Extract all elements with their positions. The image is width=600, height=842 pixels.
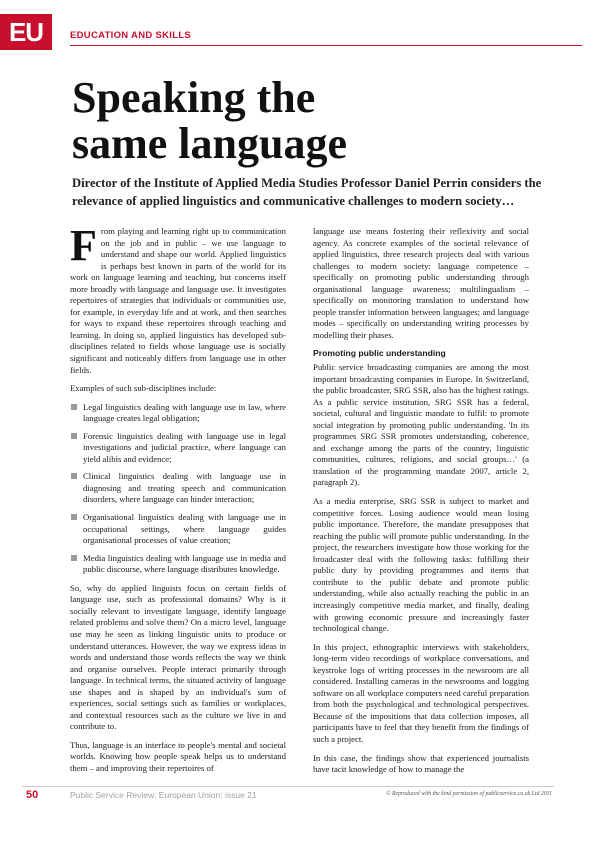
list-item: [70, 402, 286, 425]
body-paragraph: Public service broadcasting companies are among the most important broadcasting companies in Europe. In Switzerland, the public broadcaster, SRG SSR, also has the highest ratings. As a public service institution, SRG SSR has a federal, societal, cultural and linguistic mandate to fulfil: to promote social integration by promoting public understanding. 'In its programmes SRG SSR promotes understanding, coherence, and exchange among the parts of the country, linguistic communities, cultures, religions, and social groups…' (a translation of the programming mandate 2007, article 2, paragraph 2).: [313, 362, 529, 488]
bullet-square-icon: [71, 404, 77, 410]
intro-text: rom playing and learning right up to communication on the job and in public – we use language to understand and shape our world. Applied linguistics is perhaps best known in parts of the world for its work on language learning and teaching, but concerns itself more broadly with language and language use. It investigates repertoires of strategies that individuals or communities use, for example, in everyday life and at work, and then searches for ways to expand these repertoires through teaching and learning. In doing so, applied linguistics has developed sub-disciplines related to fields whose language use is socially significant and noticeably differs from language use in other fields.: [70, 226, 286, 375]
list-item: [70, 471, 286, 506]
body-paragraph: In this case, the findings show that experienced journalists have tacit knowledge of how to manage the: [313, 752, 529, 775]
eu-badge: EU: [0, 14, 52, 50]
list-item: [70, 512, 286, 547]
section-label: EDUCATION AND SKILLS: [70, 30, 192, 41]
standfirst: Director of the Institute of Applied Media Studies Professor Daniel Perrin considers the relevance of applied linguistics and communicative challenges to modern society…: [72, 176, 542, 208]
list-item-text: Forensic linguistics dealing with language use in legal investigations and judicial practice, where language can yield alibis and evidence;: [83, 430, 286, 464]
body-paragraph: As a media enterprise, SRG SSR is subject to market and competitive forces. Losing audience would mean losing public importance. Therefore, the mandate presupposes that reaching the public will promote public understanding. In the project, the researchers investigate how those working for the broadcaster deal with the following tasks: fulfilling their public duty by providing programmes and items that contribute to the public debate and promote public understanding, while also actually reaching the public in an increasingly competitive media market, and finally, dealing with growing economic pressure and increasingly faster technological change.: [313, 496, 529, 634]
drop-cap: F: [70, 221, 97, 270]
body-paragraph: language use means fostering their reflexivity and social agency. As concrete examples of the societal relevance of applied linguistics, three research projects deal with various challenges to modern society: language competence – specifically on promoting public understanding through organisational language awareness; multilingualism – specifically on monitoring translation to understand how people transfer information between languages; and language modes – specifically on understanding writing processes by modelling their phases.: [313, 226, 529, 340]
title-line-1: Speaking the: [72, 73, 316, 122]
right-column: [313, 226, 529, 783]
examples-intro: Examples of such sub-disciplines include:: [70, 383, 217, 394]
list-item-text: Media linguistics dealing with language use in media and public discourse, where language distributes knowledge.: [83, 552, 286, 575]
header-rule: [70, 45, 582, 46]
intro-paragraph: [70, 221, 286, 376]
sub-discipline-list: [70, 402, 286, 576]
subheading: Promoting public understanding: [313, 348, 446, 359]
list-item-text: Clinical linguistics dealing with language use in diagnosing and treating speech and communication disorders, where language can hinder interaction;: [83, 471, 286, 505]
body-paragraph: So, why do applied linguists focus on certain fields of language use, such as professional domains? Why is it socially relevant to investigate language, identify language related problems and solve them? On a micro level, language use may be seen as linking linguistic units to produce or understand utterances. However, the way we express ideas in words and understand those words reflects the way we think and organise ourselves. People interact primarily through language. In technical terms, the situated activity of language use shapes and is shaped by an individual's sum of experiences, social settings such as families or workplaces, and contextual resources such as the culture we live in and contribute to.: [70, 582, 286, 732]
copyright-credit: © Reproduced with the kind permission of publicservice.co.uk Ltd 2011: [386, 791, 552, 797]
footer-rule: [22, 786, 554, 787]
list-item-text: Organisational linguistics dealing with language use in occupational settings, where language guides organisational processes of value creation;: [83, 512, 286, 546]
bullet-square-icon: [71, 433, 77, 439]
list-item: [70, 431, 286, 466]
list-item: [70, 553, 286, 576]
bullet-square-icon: [71, 514, 77, 520]
body-paragraph: In this project, ethnographic interviews with stakeholders, long-term video recordings of workplace conversations, and keystroke logs of writing processes in the newsroom are all considered. Installing cameras in the newsrooms and logging software on all workplace computers need careful preparation from both the psychological and technological perspectives. Because of the impositions that data collection imposes, all participants have to feel that they benefit from the findings of such a project.: [313, 641, 529, 744]
left-column: [70, 221, 286, 782]
page-number: 50: [26, 789, 39, 801]
article-title: [72, 75, 552, 167]
bullet-square-icon: [71, 473, 77, 479]
list-item-text: Legal linguistics dealing with language use in law, where language creates legal obligation;: [83, 401, 286, 424]
bullet-square-icon: [71, 555, 77, 561]
publication-name: Public Service Review: European Union: issue 21: [70, 790, 257, 800]
body-paragraph: Thus, language is an interface to people's mental and societal worlds. Knowing how people speak helps us to understand them – and improving their repertoires of: [70, 739, 286, 773]
title-line-2: same language: [72, 119, 347, 168]
